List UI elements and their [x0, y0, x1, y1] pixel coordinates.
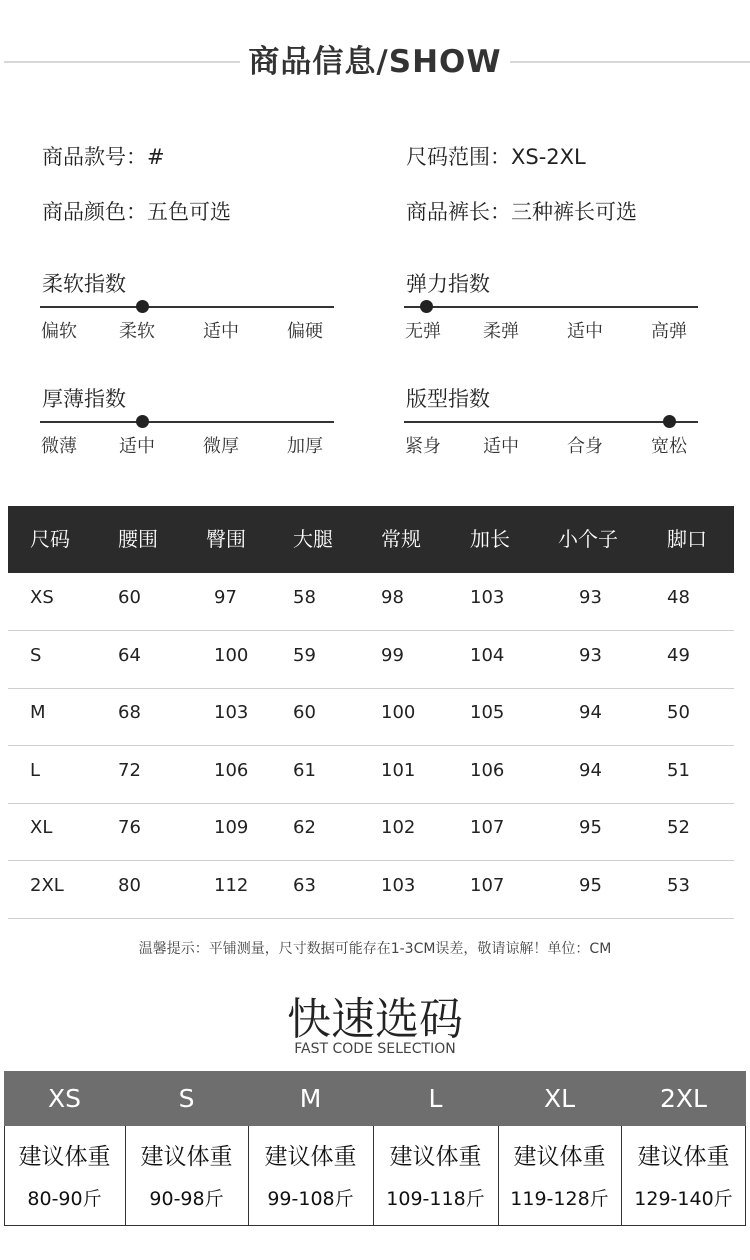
table-row [8, 573, 734, 631]
fast-code-column [621, 1071, 746, 1226]
index-level-label: 适中 [119, 436, 155, 457]
table-cell: 106 [470, 759, 505, 781]
fast-code-table [4, 1071, 746, 1226]
table-cell: 95 [579, 875, 602, 896]
fast-code-divider [125, 1126, 126, 1226]
table-cell: 64 [118, 644, 141, 666]
size-table-column-header: 腰围 [118, 527, 158, 551]
fast-code-divider [248, 1126, 249, 1226]
table-cell: 58 [293, 587, 316, 608]
index-level-label: 偏软 [41, 321, 77, 342]
fast-code-cell [621, 1126, 746, 1226]
length-options: 商品裤长：三种裤长可选 [406, 200, 637, 224]
fast-code-cell [248, 1126, 373, 1226]
index-scale-line [40, 421, 334, 423]
index-level-label: 微薄 [41, 436, 77, 457]
table-cell: 60 [118, 587, 141, 608]
fast-code-size: XS [4, 1071, 125, 1126]
suggested-weight-label: 建议体重 [140, 1144, 233, 1170]
table-cell: 62 [293, 817, 316, 839]
table-cell: M [30, 702, 46, 724]
table-cell: 93 [579, 644, 602, 666]
table-cell: 100 [214, 644, 249, 666]
index-marker-dot [136, 300, 149, 313]
suggested-weight-label: 建议体重 [513, 1144, 606, 1170]
color-options: 商品颜色：五色可选 [42, 200, 231, 224]
index-marker-dot [663, 415, 676, 428]
table-row [8, 803, 734, 861]
index-marker-dot [420, 300, 433, 313]
table-cell: 109 [214, 817, 249, 839]
table-cell: 107 [470, 875, 505, 896]
table-cell: 53 [667, 875, 690, 896]
table-cell: 51 [667, 759, 690, 781]
index-level-label: 无弹 [405, 321, 441, 342]
fast-code-subtitle: FAST CODE SELECTION [294, 1041, 456, 1057]
index-level-label: 偏硬 [287, 321, 323, 342]
fast-code-column [4, 1071, 125, 1226]
table-cell: 94 [579, 759, 602, 781]
index-level-label: 柔弹 [483, 321, 519, 342]
fast-code-divider [621, 1126, 622, 1226]
index-marker-dot [136, 415, 149, 428]
index-level-label: 适中 [203, 321, 239, 342]
table-cell: 72 [118, 759, 141, 781]
table-cell: 99 [381, 644, 404, 666]
suggested-weight-label: 建议体重 [18, 1144, 111, 1170]
index-level-label: 宽松 [651, 436, 687, 457]
size-range: 尺码范围：XS-2XL [406, 145, 586, 169]
size-table-column-header: 小个子 [558, 527, 618, 551]
table-row [8, 631, 734, 689]
index-title: 版型指数 [406, 387, 490, 411]
table-cell: 106 [214, 759, 249, 781]
table-cell: 80 [118, 875, 141, 896]
suggested-weight-label: 建议体重 [389, 1144, 482, 1170]
table-cell: 68 [118, 702, 141, 724]
page-title: 商品信息/SHOW [248, 44, 502, 80]
table-cell: 48 [667, 587, 690, 608]
table-cell: 102 [381, 817, 416, 839]
style-number: 商品款号：# [42, 145, 165, 169]
weight-range: 90-98斤 [149, 1188, 224, 1210]
index-level-label: 柔软 [119, 321, 155, 342]
table-cell: 97 [214, 587, 237, 608]
table-row [8, 746, 734, 804]
fast-code-column [125, 1071, 248, 1226]
size-table-header [8, 506, 734, 573]
table-cell: 98 [381, 587, 404, 608]
table-cell: L [30, 759, 41, 781]
table-cell: 2XL [30, 875, 64, 896]
size-table-column-header: 大腿 [293, 527, 333, 551]
index-title: 柔软指数 [42, 272, 126, 296]
table-cell: 104 [470, 644, 505, 666]
fast-code-cell [4, 1126, 125, 1226]
fast-code-divider [4, 1126, 5, 1226]
weight-range: 119-128斤 [510, 1188, 609, 1210]
index-scale-line [40, 306, 334, 308]
table-cell: 112 [214, 875, 249, 896]
fast-code-column [498, 1071, 621, 1226]
fast-code-cell [498, 1126, 621, 1226]
fast-code-size: 2XL [621, 1071, 746, 1126]
table-cell: 103 [470, 587, 505, 608]
weight-range: 99-108斤 [267, 1188, 354, 1210]
fast-code-size: L [373, 1071, 498, 1126]
suggested-weight-label: 建议体重 [264, 1144, 357, 1170]
table-cell: 100 [381, 702, 416, 724]
table-cell: 49 [667, 644, 690, 666]
weight-range: 80-90斤 [27, 1188, 102, 1210]
table-cell: 76 [118, 817, 141, 839]
table-cell: 94 [579, 702, 602, 724]
size-table-column-header: 臀围 [206, 527, 246, 551]
fast-code-size: M [248, 1071, 373, 1126]
table-cell: 105 [470, 702, 505, 724]
fast-code-size: S [125, 1071, 248, 1126]
table-cell: 107 [470, 817, 505, 839]
fast-code-cell [125, 1126, 248, 1226]
table-cell: 59 [293, 644, 316, 666]
size-table-column-header: 尺码 [30, 527, 70, 551]
index-title: 弹力指数 [406, 272, 490, 296]
weight-range: 109-118斤 [386, 1188, 485, 1210]
size-table-column-header: 常规 [381, 527, 421, 551]
fast-code-divider [498, 1126, 499, 1226]
table-row [8, 688, 734, 746]
size-table-column-header: 加长 [470, 527, 510, 551]
table-cell: 52 [667, 817, 690, 839]
fast-code-size: XL [498, 1071, 621, 1126]
table-row [8, 861, 734, 919]
index-scale-line [404, 421, 698, 423]
table-cell: 63 [293, 875, 316, 896]
measurement-note: 温馨提示：平铺测量，尺寸数据可能存在1-3CM误差，敬请谅解！单位：CM [138, 941, 612, 957]
table-cell: 103 [214, 702, 249, 724]
size-table-column-header: 脚口 [667, 527, 707, 551]
suggested-weight-label: 建议体重 [637, 1144, 730, 1170]
index-level-label: 微厚 [203, 436, 239, 457]
table-cell: XL [30, 817, 53, 839]
table-cell: 60 [293, 702, 316, 724]
table-cell: S [30, 644, 42, 666]
index-level-label: 紧身 [405, 436, 441, 457]
index-scale-line [404, 306, 698, 308]
table-cell: 95 [579, 817, 602, 839]
index-level-label: 适中 [483, 436, 519, 457]
fast-code-divider [745, 1126, 746, 1226]
table-cell: 103 [381, 875, 416, 896]
fast-code-cell [373, 1126, 498, 1226]
index-level-label: 高弹 [651, 321, 687, 342]
index-title: 厚薄指数 [42, 387, 126, 411]
fast-code-divider [373, 1126, 374, 1226]
index-level-label: 适中 [567, 321, 603, 342]
fast-code-title: 快速选码 [287, 994, 463, 1045]
index-level-label: 合身 [567, 436, 603, 457]
fast-code-column [373, 1071, 498, 1226]
index-level-label: 加厚 [287, 436, 323, 457]
table-cell: 101 [381, 759, 416, 781]
table-cell: 50 [667, 702, 690, 724]
table-cell: 93 [579, 587, 602, 608]
fast-code-column [248, 1071, 373, 1226]
weight-range: 129-140斤 [634, 1188, 733, 1210]
table-cell: 61 [293, 759, 316, 781]
table-cell: XS [30, 587, 54, 608]
